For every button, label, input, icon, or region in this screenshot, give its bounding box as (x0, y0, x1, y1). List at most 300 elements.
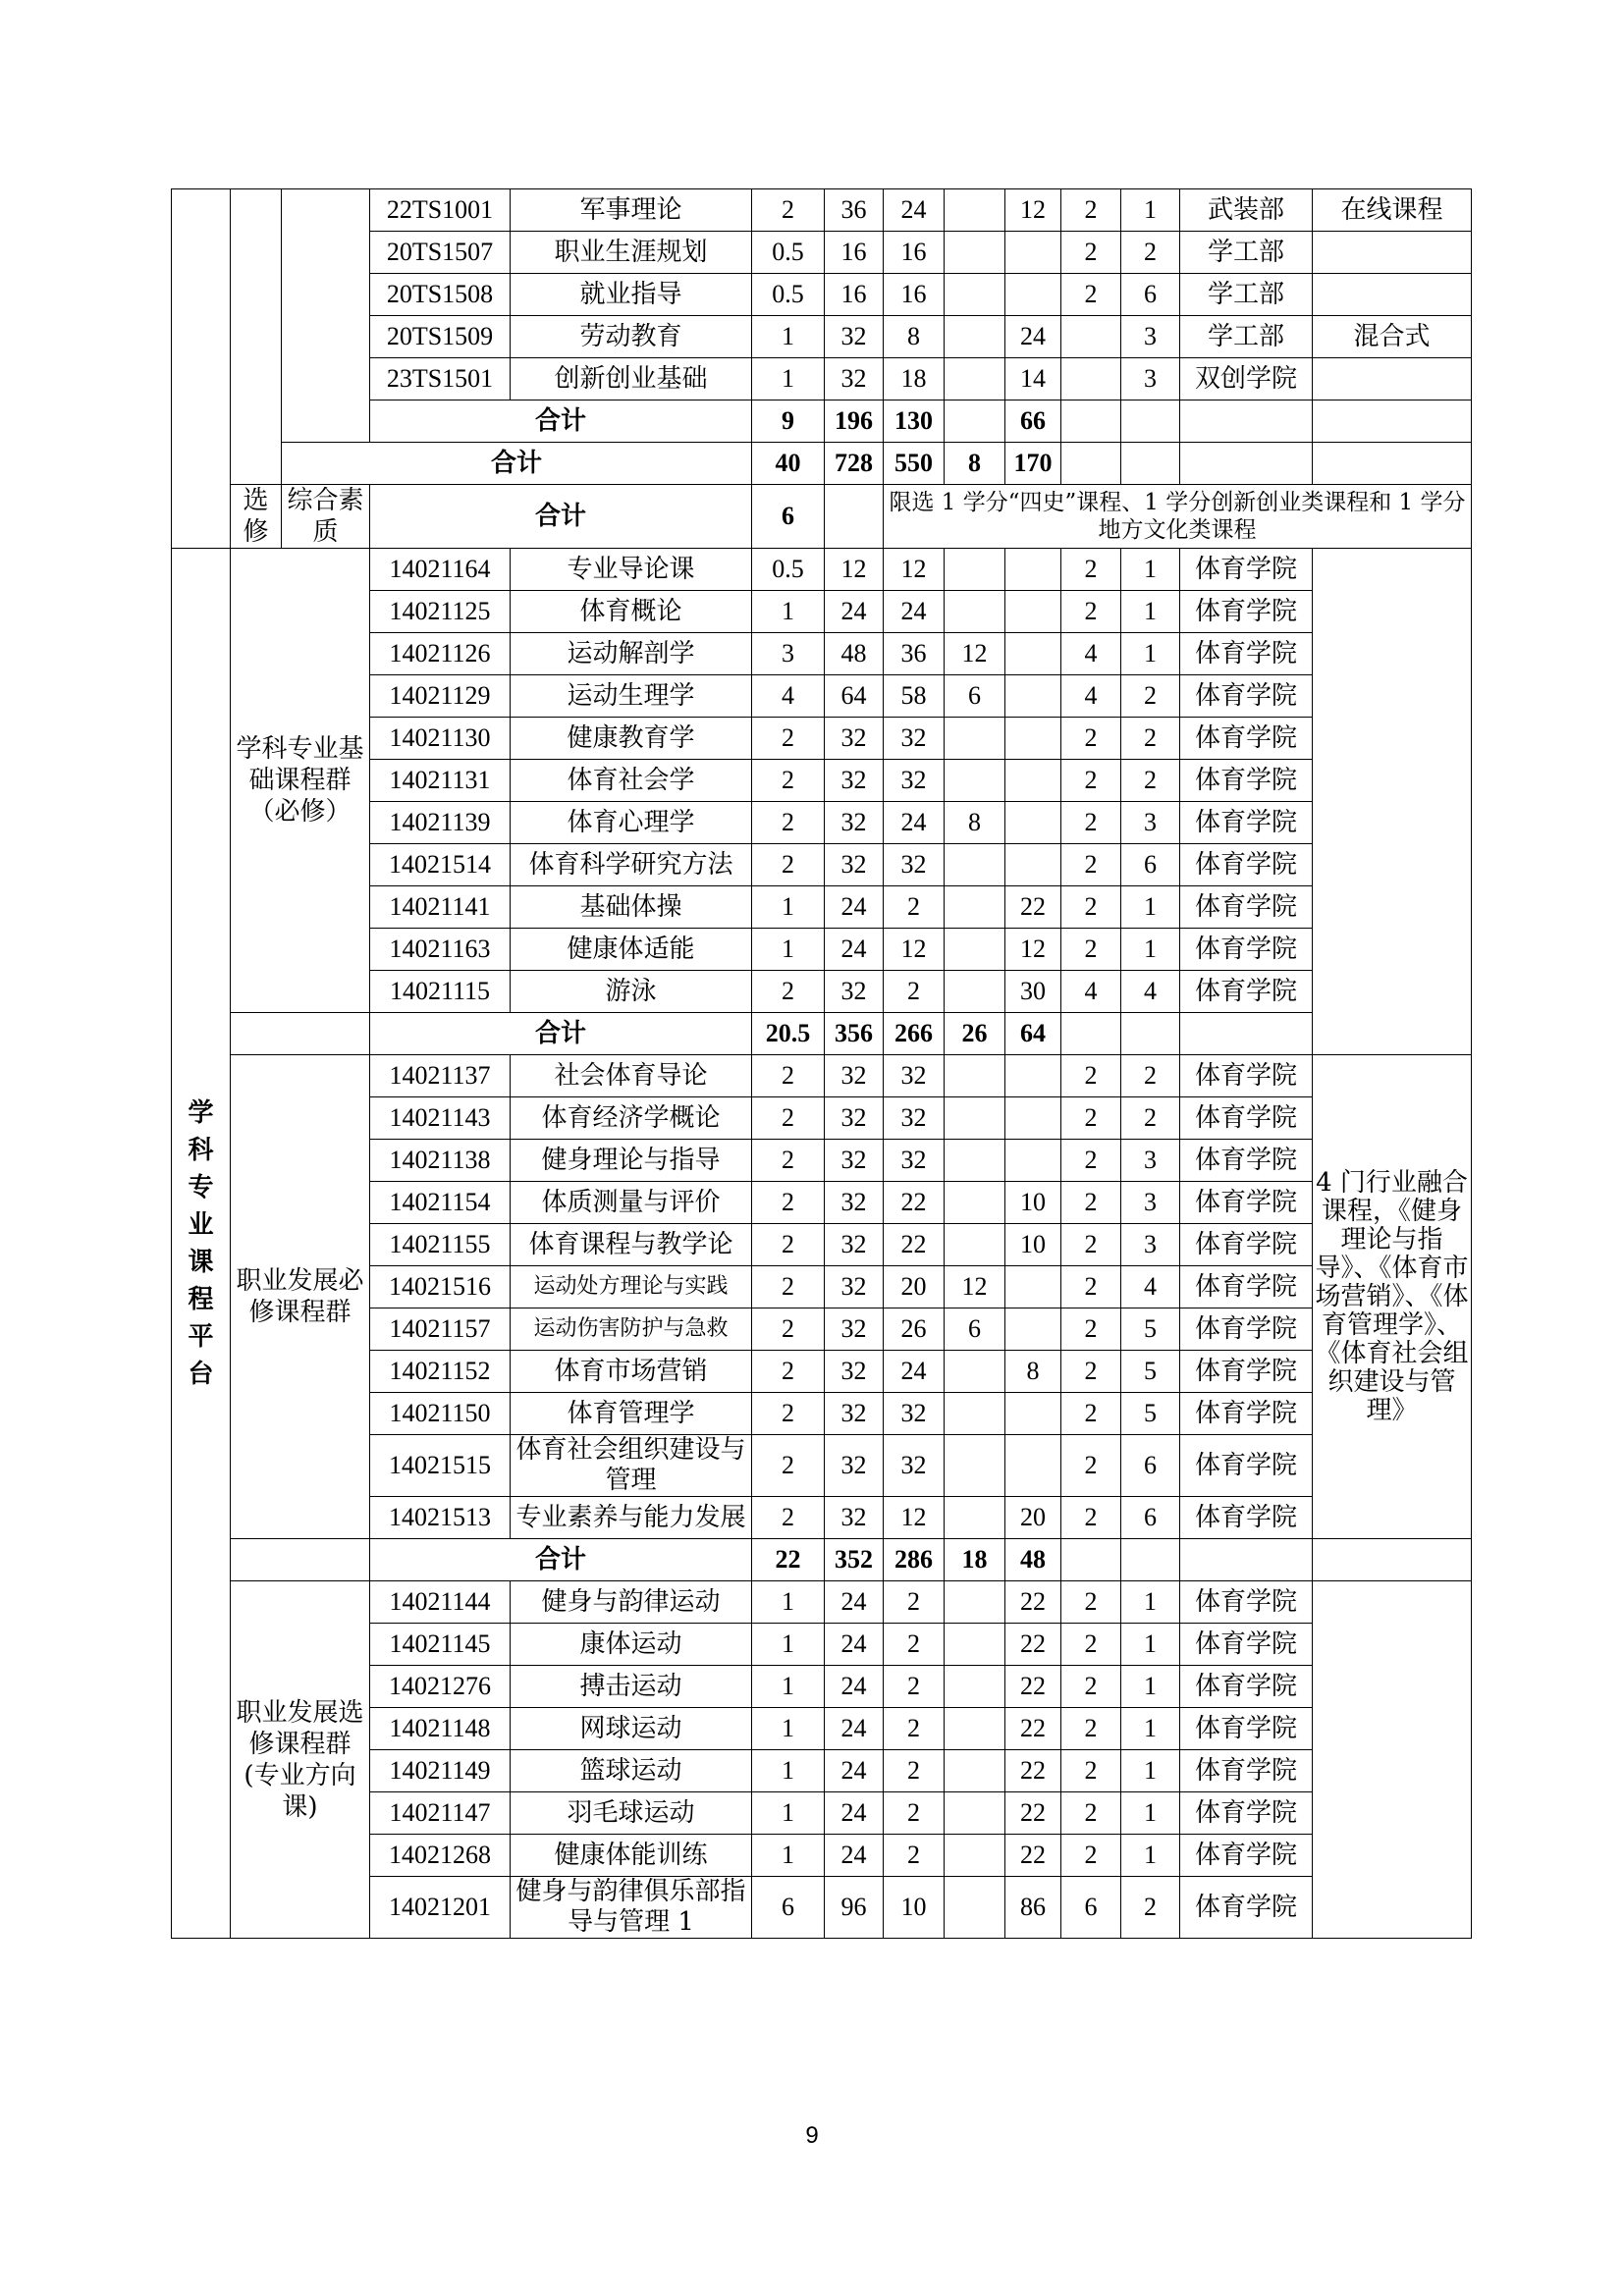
course-weekly-cell: 2 (1061, 1792, 1121, 1835)
course-semester-cell: 1 (1121, 886, 1180, 929)
course-credits-cell: 2 (752, 1393, 825, 1435)
remark-cell (1313, 274, 1472, 316)
course-semester-cell: 1 (1121, 1708, 1180, 1750)
course-semester-cell: 4 (1121, 1266, 1180, 1308)
course-semester-cell: 6 (1121, 274, 1180, 316)
course-semester-cell: 1 (1121, 633, 1180, 675)
course-theory-cell: 2 (884, 971, 945, 1013)
course-weekly-cell: 2 (1061, 1266, 1121, 1308)
course-experiment-cell (945, 1792, 1005, 1835)
course-hours-cell: 32 (825, 802, 884, 844)
course-name-cell: 体育经济学概论 (511, 1097, 752, 1140)
course-dept-cell: 体育学院 (1180, 1624, 1313, 1666)
course-experiment-cell (945, 886, 1005, 929)
subtotal-theory-cell: 550 (884, 443, 945, 485)
course-weekly-cell (1061, 316, 1121, 358)
course-dept-cell: 体育学院 (1180, 971, 1313, 1013)
course-practice-cell (1005, 675, 1061, 718)
group-name-cell: 职业发展必修课程群 (231, 1055, 370, 1539)
course-code-cell: 14021138 (370, 1140, 511, 1182)
course-weekly-cell: 4 (1061, 675, 1121, 718)
course-theory-cell: 18 (884, 358, 945, 400)
table-cell (1061, 443, 1121, 485)
course-experiment-cell (945, 1393, 1005, 1435)
table-cell (1180, 1013, 1313, 1055)
remark-cell (1313, 549, 1472, 1055)
course-credits-cell: 2 (752, 1055, 825, 1097)
course-practice-cell: 24 (1005, 316, 1061, 358)
course-weekly-cell (1061, 358, 1121, 400)
course-dept-cell: 体育学院 (1180, 718, 1313, 760)
course-credits-cell: 1 (752, 1624, 825, 1666)
course-semester-cell: 2 (1121, 760, 1180, 802)
course-weekly-cell: 2 (1061, 1435, 1121, 1497)
course-weekly-cell: 2 (1061, 1140, 1121, 1182)
course-experiment-cell (945, 718, 1005, 760)
course-credits-cell: 2 (752, 718, 825, 760)
course-hours-cell: 32 (825, 1182, 884, 1224)
table-cell (1180, 1539, 1313, 1581)
course-experiment-cell (945, 316, 1005, 358)
course-experiment-cell (945, 1055, 1005, 1097)
course-dept-cell: 学工部 (1180, 232, 1313, 274)
course-credits-cell: 1 (752, 1750, 825, 1792)
course-practice-cell: 22 (1005, 1835, 1061, 1877)
course-hours-cell: 32 (825, 1435, 884, 1497)
group2-remark-cell: 4 门行业融合课程，《健身理论与指导》、《体育市场营销》、《体育管理学》、《体育社会组织建设与管理》 (1313, 1055, 1472, 1539)
course-dept-cell: 武装部 (1180, 189, 1313, 232)
course-name-cell: 搏击运动 (511, 1666, 752, 1708)
course-experiment-cell (945, 232, 1005, 274)
course-hours-cell: 32 (825, 1497, 884, 1539)
course-credits-cell: 1 (752, 1666, 825, 1708)
course-theory-cell: 2 (884, 1750, 945, 1792)
course-credits-cell: 0.5 (752, 232, 825, 274)
course-name-cell: 运动伤害防护与急救 (511, 1308, 752, 1351)
course-credits-cell: 3 (752, 633, 825, 675)
course-dept-cell: 体育学院 (1180, 1708, 1313, 1750)
course-name-cell: 基础体操 (511, 886, 752, 929)
page-number: 9 (805, 2122, 819, 2149)
course-hours-cell: 16 (825, 274, 884, 316)
course-weekly-cell: 2 (1061, 1708, 1121, 1750)
course-theory-cell: 20 (884, 1266, 945, 1308)
course-hours-cell: 24 (825, 591, 884, 633)
platform-label-cell (172, 549, 231, 1939)
table-cell (1313, 400, 1472, 443)
course-theory-cell: 32 (884, 1097, 945, 1140)
course-credits-cell: 2 (752, 1308, 825, 1351)
course-name-cell: 体质测量与评价 (511, 1182, 752, 1224)
elective-note-cell: 限选 1 学分“四史”课程、1 学分创新创业类课程和 1 学分地方文化类课程 (884, 485, 1472, 549)
course-theory-cell: 2 (884, 1581, 945, 1624)
course-hours-cell: 32 (825, 760, 884, 802)
course-name-cell: 体育管理学 (511, 1393, 752, 1435)
table-cell (231, 1013, 370, 1055)
course-practice-cell: 22 (1005, 1708, 1061, 1750)
course-hours-cell: 32 (825, 1140, 884, 1182)
course-practice-cell: 30 (1005, 971, 1061, 1013)
table-cell (1313, 443, 1472, 485)
course-dept-cell: 体育学院 (1180, 1308, 1313, 1351)
course-experiment-cell (945, 1877, 1005, 1939)
course-semester-cell: 3 (1121, 802, 1180, 844)
course-experiment-cell (945, 1708, 1005, 1750)
course-weekly-cell: 2 (1061, 591, 1121, 633)
course-semester-cell: 6 (1121, 1497, 1180, 1539)
course-dept-cell: 体育学院 (1180, 1224, 1313, 1266)
course-weekly-cell: 2 (1061, 1624, 1121, 1666)
course-code-cell: 14021115 (370, 971, 511, 1013)
course-practice-cell (1005, 718, 1061, 760)
course-semester-cell: 2 (1121, 1097, 1180, 1140)
course-name-cell: 网球运动 (511, 1708, 752, 1750)
subtotal-credits-cell: 22 (752, 1539, 825, 1581)
course-experiment-cell (945, 549, 1005, 591)
course-hours-cell: 24 (825, 1581, 884, 1624)
course-semester-cell: 6 (1121, 1435, 1180, 1497)
course-dept-cell: 体育学院 (1180, 1351, 1313, 1393)
course-weekly-cell: 2 (1061, 886, 1121, 929)
course-credits-cell: 1 (752, 886, 825, 929)
course-practice-cell: 12 (1005, 189, 1061, 232)
course-name-cell: 运动处方理论与实践 (511, 1266, 752, 1308)
course-code-cell: 14021157 (370, 1308, 511, 1351)
course-code-cell: 14021164 (370, 549, 511, 591)
course-code-cell: 14021152 (370, 1351, 511, 1393)
course-code-cell: 14021147 (370, 1792, 511, 1835)
course-name-cell: 就业指导 (511, 274, 752, 316)
course-practice-cell (1005, 1266, 1061, 1308)
subtotal-theory-cell: 130 (884, 400, 945, 443)
course-weekly-cell: 2 (1061, 1097, 1121, 1140)
course-weekly-cell: 2 (1061, 189, 1121, 232)
course-dept-cell: 体育学院 (1180, 1581, 1313, 1624)
subtotal-label-cell: 合计 (370, 1013, 752, 1055)
course-weekly-cell: 2 (1061, 232, 1121, 274)
course-experiment-cell: 12 (945, 1266, 1005, 1308)
course-name-cell: 篮球运动 (511, 1750, 752, 1792)
course-name-cell: 体育社会组织建设与管理 (511, 1435, 752, 1497)
course-experiment-cell (945, 929, 1005, 971)
course-hours-cell: 32 (825, 1393, 884, 1435)
table-cell (1121, 400, 1180, 443)
course-theory-cell: 22 (884, 1224, 945, 1266)
course-name-cell: 体育概论 (511, 591, 752, 633)
course-credits-cell: 1 (752, 358, 825, 400)
remark-cell (1313, 358, 1472, 400)
table-cell (1061, 400, 1121, 443)
course-dept-cell: 体育学院 (1180, 929, 1313, 971)
course-semester-cell: 3 (1121, 1182, 1180, 1224)
course-experiment-cell: 8 (945, 802, 1005, 844)
course-code-cell: 14021515 (370, 1435, 511, 1497)
course-weekly-cell: 2 (1061, 1750, 1121, 1792)
table-cell (1061, 1013, 1121, 1055)
course-experiment-cell (945, 1666, 1005, 1708)
course-name-cell: 体育课程与教学论 (511, 1224, 752, 1266)
course-experiment-cell (945, 189, 1005, 232)
course-semester-cell: 3 (1121, 358, 1180, 400)
table-row (172, 189, 1472, 232)
course-credits-cell: 2 (752, 1097, 825, 1140)
course-name-cell: 体育市场营销 (511, 1351, 752, 1393)
course-credits-cell: 2 (752, 844, 825, 886)
course-credits-cell: 2 (752, 189, 825, 232)
course-credits-cell: 6 (752, 1877, 825, 1939)
course-practice-cell (1005, 1055, 1061, 1097)
subtotal-experiment-cell: 26 (945, 1013, 1005, 1055)
subtotal-theory-cell: 286 (884, 1539, 945, 1581)
course-practice-cell: 22 (1005, 886, 1061, 929)
course-theory-cell: 32 (884, 760, 945, 802)
course-experiment-cell (945, 358, 1005, 400)
course-name-cell: 军事理论 (511, 189, 752, 232)
course-practice-cell (1005, 1097, 1061, 1140)
course-name-cell: 健身与韵律俱乐部指导与管理 1 (511, 1877, 752, 1939)
course-theory-cell: 2 (884, 1708, 945, 1750)
course-semester-cell: 1 (1121, 189, 1180, 232)
course-dept-cell: 体育学院 (1180, 1666, 1313, 1708)
subtotal-theory-cell: 266 (884, 1013, 945, 1055)
course-semester-cell: 5 (1121, 1351, 1180, 1393)
course-credits-cell: 2 (752, 1140, 825, 1182)
course-theory-cell: 2 (884, 1666, 945, 1708)
course-theory-cell: 10 (884, 1877, 945, 1939)
course-code-cell: 14021150 (370, 1393, 511, 1435)
course-dept-cell: 学工部 (1180, 274, 1313, 316)
course-semester-cell: 2 (1121, 1055, 1180, 1097)
course-dept-cell: 体育学院 (1180, 1750, 1313, 1792)
course-hours-cell: 32 (825, 1266, 884, 1308)
course-name-cell: 健身与韵律运动 (511, 1581, 752, 1624)
course-hours-cell: 32 (825, 1097, 884, 1140)
course-semester-cell: 2 (1121, 232, 1180, 274)
course-credits-cell: 2 (752, 971, 825, 1013)
course-hours-cell: 32 (825, 316, 884, 358)
course-name-cell: 运动生理学 (511, 675, 752, 718)
course-practice-cell (1005, 802, 1061, 844)
course-practice-cell (1005, 549, 1061, 591)
subtotal-credits-cell: 20.5 (752, 1013, 825, 1055)
course-credits-cell: 0.5 (752, 549, 825, 591)
course-experiment-cell (945, 1835, 1005, 1877)
course-practice-cell: 10 (1005, 1182, 1061, 1224)
course-hours-cell: 48 (825, 633, 884, 675)
course-dept-cell: 体育学院 (1180, 760, 1313, 802)
course-theory-cell: 26 (884, 1308, 945, 1351)
course-weekly-cell: 2 (1061, 1351, 1121, 1393)
course-name-cell: 专业素养与能力发展 (511, 1497, 752, 1539)
course-practice-cell: 22 (1005, 1792, 1061, 1835)
course-code-cell: 14021149 (370, 1750, 511, 1792)
course-experiment-cell (945, 1182, 1005, 1224)
course-weekly-cell: 2 (1061, 760, 1121, 802)
course-name-cell: 羽毛球运动 (511, 1792, 752, 1835)
course-practice-cell: 10 (1005, 1224, 1061, 1266)
course-experiment-cell (945, 1624, 1005, 1666)
course-semester-cell: 1 (1121, 549, 1180, 591)
course-code-cell: 14021514 (370, 844, 511, 886)
course-hours-cell: 24 (825, 886, 884, 929)
course-experiment-cell (945, 1097, 1005, 1140)
course-theory-cell: 12 (884, 549, 945, 591)
course-theory-cell: 2 (884, 886, 945, 929)
course-credits-cell: 4 (752, 675, 825, 718)
subtotal-practice-cell: 170 (1005, 443, 1061, 485)
table-cell (825, 485, 884, 549)
subtotal-credits-cell: 9 (752, 400, 825, 443)
course-theory-cell: 22 (884, 1182, 945, 1224)
course-experiment-cell: 12 (945, 633, 1005, 675)
course-credits-cell: 1 (752, 591, 825, 633)
course-practice-cell (1005, 232, 1061, 274)
course-hours-cell: 24 (825, 929, 884, 971)
course-theory-cell: 24 (884, 591, 945, 633)
table-cell (1180, 400, 1313, 443)
remark-cell (1313, 232, 1472, 274)
subtotal-label-cell: 合计 (370, 1539, 752, 1581)
course-credits-cell: 1 (752, 929, 825, 971)
course-name-cell: 体育科学研究方法 (511, 844, 752, 886)
course-code-cell: 14021131 (370, 760, 511, 802)
course-credits-cell: 1 (752, 1708, 825, 1750)
course-dept-cell: 双创学院 (1180, 358, 1313, 400)
course-code-cell: 14021276 (370, 1666, 511, 1708)
course-dept-cell: 体育学院 (1180, 1182, 1313, 1224)
course-weekly-cell: 4 (1061, 971, 1121, 1013)
subtotal-label-cell: 合计 (282, 443, 752, 485)
course-dept-cell: 体育学院 (1180, 1140, 1313, 1182)
course-code-cell: 14021155 (370, 1224, 511, 1266)
course-code-cell: 14021154 (370, 1182, 511, 1224)
course-semester-cell: 1 (1121, 929, 1180, 971)
course-dept-cell: 体育学院 (1180, 1393, 1313, 1435)
course-semester-cell: 3 (1121, 1140, 1180, 1182)
elective-type-cell: 选修 (231, 485, 282, 549)
course-dept-cell: 体育学院 (1180, 591, 1313, 633)
course-practice-cell: 14 (1005, 358, 1061, 400)
course-weekly-cell: 4 (1061, 633, 1121, 675)
table-row (172, 1539, 1472, 1581)
course-dept-cell: 体育学院 (1180, 675, 1313, 718)
course-weekly-cell: 2 (1061, 718, 1121, 760)
course-weekly-cell: 2 (1061, 802, 1121, 844)
course-hours-cell: 36 (825, 189, 884, 232)
course-semester-cell: 3 (1121, 1224, 1180, 1266)
course-theory-cell: 2 (884, 1835, 945, 1877)
course-dept-cell: 体育学院 (1180, 844, 1313, 886)
course-practice-cell (1005, 1308, 1061, 1351)
course-hours-cell: 32 (825, 1055, 884, 1097)
course-name-cell: 体育社会学 (511, 760, 752, 802)
course-credits-cell: 1 (752, 1792, 825, 1835)
table-row (172, 1581, 1472, 1624)
course-theory-cell: 32 (884, 1140, 945, 1182)
course-semester-cell: 1 (1121, 1624, 1180, 1666)
elective-group-cell: 综合素质 (282, 485, 370, 549)
course-name-cell: 健康教育学 (511, 718, 752, 760)
subtotal-practice-cell: 64 (1005, 1013, 1061, 1055)
course-weekly-cell: 2 (1061, 1308, 1121, 1351)
course-code-cell: 20TS1509 (370, 316, 511, 358)
subtotal-hours-cell: 356 (825, 1013, 884, 1055)
course-credits-cell: 2 (752, 1351, 825, 1393)
course-name-cell: 专业导论课 (511, 549, 752, 591)
table-cell (1061, 1539, 1121, 1581)
course-name-cell: 健康体适能 (511, 929, 752, 971)
course-practice-cell: 12 (1005, 929, 1061, 971)
course-name-cell: 运动解剖学 (511, 633, 752, 675)
course-theory-cell: 12 (884, 1497, 945, 1539)
course-dept-cell: 体育学院 (1180, 633, 1313, 675)
course-semester-cell: 1 (1121, 1750, 1180, 1792)
course-name-cell: 健康体能训练 (511, 1835, 752, 1877)
course-code-cell: 14021141 (370, 886, 511, 929)
course-practice-cell: 8 (1005, 1351, 1061, 1393)
course-dept-cell: 体育学院 (1180, 802, 1313, 844)
course-experiment-cell (945, 591, 1005, 633)
course-theory-cell: 32 (884, 1435, 945, 1497)
course-theory-cell: 12 (884, 929, 945, 971)
course-hours-cell: 32 (825, 844, 884, 886)
course-code-cell: 14021201 (370, 1877, 511, 1939)
course-code-cell: 14021143 (370, 1097, 511, 1140)
course-semester-cell: 1 (1121, 591, 1180, 633)
course-dept-cell: 体育学院 (1180, 1097, 1313, 1140)
course-semester-cell: 2 (1121, 718, 1180, 760)
course-credits-cell: 1 (752, 1835, 825, 1877)
course-code-cell: 14021148 (370, 1708, 511, 1750)
course-semester-cell: 1 (1121, 1581, 1180, 1624)
course-practice-cell: 22 (1005, 1624, 1061, 1666)
course-credits-cell: 1 (752, 316, 825, 358)
course-experiment-cell (945, 844, 1005, 886)
course-code-cell: 20TS1507 (370, 232, 511, 274)
course-hours-cell: 24 (825, 1708, 884, 1750)
course-experiment-cell (945, 971, 1005, 1013)
course-theory-cell: 2 (884, 1624, 945, 1666)
course-weekly-cell: 2 (1061, 844, 1121, 886)
course-weekly-cell: 2 (1061, 1581, 1121, 1624)
course-name-cell: 职业生涯规划 (511, 232, 752, 274)
course-semester-cell: 1 (1121, 1666, 1180, 1708)
course-dept-cell: 体育学院 (1180, 1266, 1313, 1308)
course-hours-cell: 24 (825, 1624, 884, 1666)
course-semester-cell: 4 (1121, 971, 1180, 1013)
course-theory-cell: 24 (884, 189, 945, 232)
course-code-cell: 14021163 (370, 929, 511, 971)
table-cell (231, 1539, 370, 1581)
course-theory-cell: 32 (884, 1055, 945, 1097)
table-row (172, 1013, 1472, 1055)
course-hours-cell: 24 (825, 1835, 884, 1877)
course-theory-cell: 32 (884, 844, 945, 886)
course-semester-cell: 3 (1121, 316, 1180, 358)
course-credits-cell: 2 (752, 1182, 825, 1224)
course-weekly-cell: 2 (1061, 1666, 1121, 1708)
course-weekly-cell: 2 (1061, 1393, 1121, 1435)
course-credits-cell: 2 (752, 1224, 825, 1266)
course-name-cell: 康体运动 (511, 1624, 752, 1666)
required-type-cell (231, 189, 282, 485)
course-hours-cell: 32 (825, 1224, 884, 1266)
course-practice-cell (1005, 844, 1061, 886)
course-practice-cell (1005, 760, 1061, 802)
course-code-cell: 23TS1501 (370, 358, 511, 400)
course-hours-cell: 24 (825, 1666, 884, 1708)
remark-cell: 在线课程 (1313, 189, 1472, 232)
